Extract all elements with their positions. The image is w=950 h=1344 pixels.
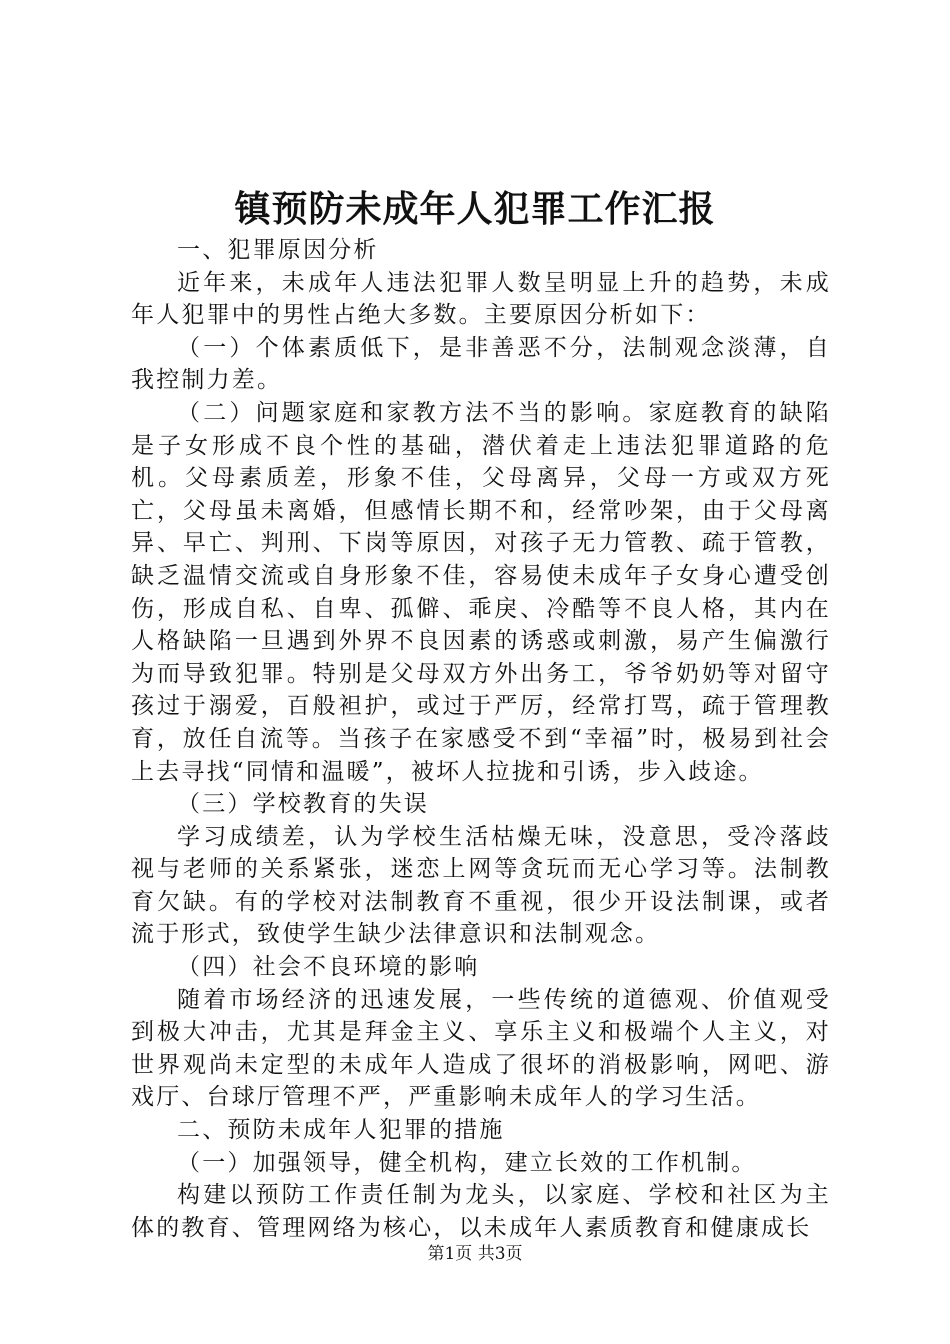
subheading-school-education: （三）学校教育的失误	[177, 791, 429, 818]
paragraph-individual-quality: （一）个体素质低下，是非善恶不分，法制观念淡薄，自我控制力差。	[131, 334, 831, 394]
section-heading-measures: 二、预防未成年人犯罪的措施	[177, 1117, 505, 1144]
section-heading-causes: 一、犯罪原因分析	[177, 237, 379, 263]
subheading-social-environment: （四）社会不良环境的影响	[177, 954, 480, 981]
page-footer: 第1页 共3页	[427, 1244, 523, 1264]
subheading-leadership: （一）加强领导，健全机构，建立长效的工作机制。	[177, 1149, 757, 1176]
document-title: 镇预防未成年人犯罪工作汇报	[234, 188, 716, 230]
paragraph-leadership: 构建以预防工作责任制为龙头，以家庭、学校和社区为主体的教育、管理网络为核心，以未成年人素质教育和健康成长	[131, 1182, 831, 1241]
paragraph-social-environment: 随着市场经济的迅速发展，一些传统的道德观、价值观受到极大冲击，尤其是拜金主义、享乐主义和极端个人主义，对世界观尚未定型的未成年人造成了很坏的消极影响，网吧、游戏厅、台球厅管理不严，严重影响未成年人的学习生活。	[131, 986, 831, 1111]
document-body	[131, 234, 831, 1244]
paragraph-intro: 近年来，未成年人违法犯罪人数呈明显上升的趋势，未成年人犯罪中的男性占绝大多数。主要原因分析如下：	[131, 269, 831, 329]
paragraph-school-education: 学习成绩差，认为学校生活枯燥无味，没意思，受冷落歧视与老师的关系紧张，迷恋上网等贪玩而无心学习等。法制教育欠缺。有的学校对法制教育不重视，很少开设法制课，或者流于形式，致使学生缺少法律意识和法制观念。	[131, 823, 831, 948]
paragraph-family-influence: （二）问题家庭和家教方法不当的影响。家庭教育的缺陷是子女形成不良个性的基础，潜伏着走上违法犯罪道路的危机。父母素质差，形象不佳，父母离异，父母一方或双方死亡，父母虽未离婚，但感情长期不和，经常吵架，由于父母离异、早亡、判刑、下岗等原因，对孩子无力管教、疏于管教，缺乏温情交流或自身形象不佳，容易使未成年子女身心遭受创伤，形成自私、自卑、孤僻、乖戾、冷酷等不良人格，其内在人格缺陷一旦遇到外界不良因素的诱惑或刺激，易产生偏激行为而导致犯罪。特别是父母双方外出务工，爷爷奶奶等对留守孩过于溺爱，百般袒护，或过于严厉，经常打骂，疏于管理教育，放任自流等。当孩子在家感受不到“幸福”时，极易到社会上去寻找“同情和温暖”，被坏人拉拢和引诱，步入歧途。	[131, 399, 831, 785]
